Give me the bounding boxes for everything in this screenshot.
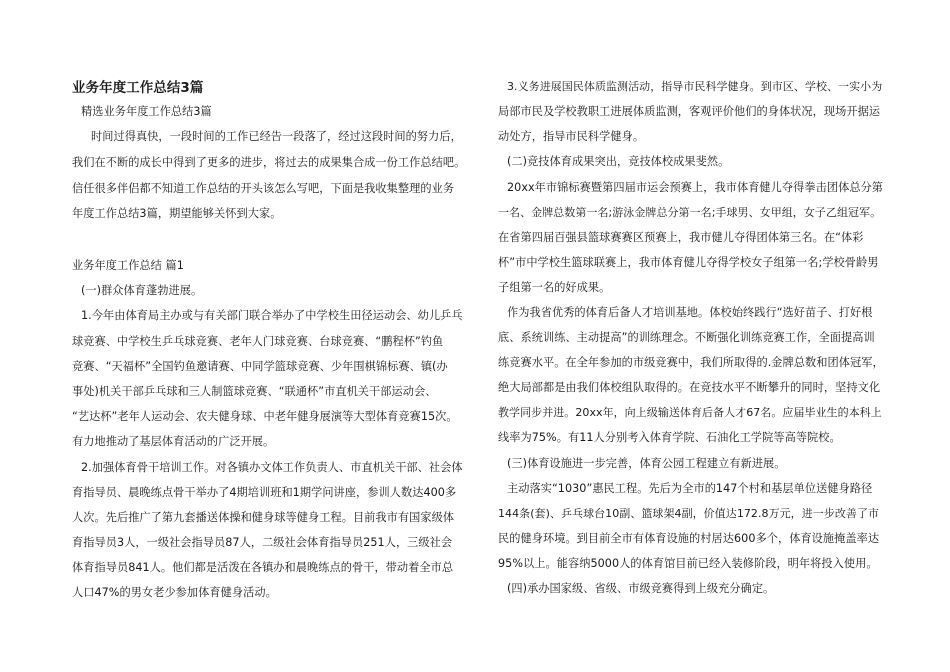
paragraph-line: 在省第四届百强县篮球赛赛区预赛上，我市健儿夺得团体第三名。在“体彩 [498, 231, 864, 244]
paragraph-line: 人口47%的男女老少参加体育健身活动。 [72, 586, 277, 599]
paragraph-line: 教学同步并进。20xx年，向上级输送体育后备人才67名。应届毕业生的本科上 [498, 406, 882, 419]
subtitle: 精选业务年度工作总结3篇 [81, 105, 212, 118]
paragraph-line: 一名、金牌总数第一名;游泳金牌总分第一名;手球男、女甲组，女子乙组冠军。 [498, 206, 882, 219]
paragraph-line: 子组第一名的好成果。 [498, 281, 611, 294]
paragraph-line: 1.今年由体育局主办或与有关部门联合举办了中学校生田径运动会、幼儿乒乓 [81, 309, 463, 322]
intro-line: 时间过得真快，一段时间的工作已经告一段落了，经过这段时间的努力后， [91, 130, 462, 143]
subsection-heading: (一)群众体育蓬勃进展。 [81, 284, 203, 297]
subsection-heading: (三)体育设施进一步完善，体育公园工程建立有新进展。 [507, 457, 786, 470]
paragraph-line: 2.加强体育骨干培训工作。对各镇办文体工作负责人、市直机关干部、社会体 [81, 461, 463, 474]
paragraph-line: 事处)机关干部乒乓球和三人制篮球竞赛、“联通杯”市直机关干部运动会、 [72, 385, 437, 398]
paragraph-line: 95%以上。能容纳5000人的体育馆目前已经入装修阶段，明年将投入使用。 [498, 557, 878, 570]
paragraph-line: 绝大局部都是由我们体校组队取得的。在竞技水平不断攀升的同时，坚持文化 [498, 381, 881, 394]
document-title: 业务年度工作总结3篇 [72, 80, 204, 96]
paragraph-line: 作为我省优秀的体育后备人才培训基地。体校始终践行“选好苗子、打好根 [507, 306, 873, 319]
intro-line: 我们在不断的成长中得到了更多的进步，将过去的成果集合成一份工作总结吧。 [72, 156, 466, 169]
paragraph-line: “艺达杯”老年人运动会、农夫健身球、中老年健身展演等大型体育竞赛15次。 [72, 410, 458, 423]
paragraph-line: 主动落实“1030”惠民工程。先后为全市的147个村和基层单位送健身路径 [507, 482, 873, 495]
paragraph-line: 144条(套)、乒乓球台10副、篮球架4副，价值达172.8万元，进一步改善了市 [498, 507, 880, 520]
paragraph-line: 练竞赛水平。在全年参加的市级竞赛中，我们所取得的.金牌总数和团体冠军， [498, 356, 884, 369]
paragraph-line: 有力地推动了基层体育活动的广泛开展。 [72, 435, 275, 448]
paragraph-line: 动处方，指导市民科学健身。 [498, 130, 645, 143]
intro-line: 年度工作总结3篇，期望能够关怀到大家。 [72, 207, 282, 220]
paragraph-line: 3.义务进展国民体质监测活动，指导市民科学健身。到市区、学校、一实小为 [507, 80, 883, 93]
paragraph-line: 民的健身环境。到目前全市有体育设施的村居达600多个，体育设施掩盖率达 [498, 532, 880, 545]
subsection-heading: (四)承办国家级、省级、市级竞赛得到上级充分确定。 [507, 582, 775, 595]
paragraph-line: 竞赛、“天福杯”全国钓鱼邀请赛、中同学篮球竞赛、少年围棋锦标赛、镇(办 [72, 360, 448, 373]
paragraph-line: 球竞赛、中学校生乒乓球竞赛、老年人门球竞赛、台球竞赛、“鹏程杯”钓鱼 [72, 335, 444, 348]
paragraph-line: 线率为75%。有11人分别考入体育学院、石油化工学院等高等院校。 [498, 431, 841, 444]
paragraph-line: 育指导员、晨晚练点骨干举办了4期培训班和1期学问讲座，参训人数达400多 [72, 486, 457, 499]
section-heading: 业务年度工作总结 篇1 [72, 259, 184, 272]
intro-line: 信任很多伴侣都不知道工作总结的开头该怎么写吧，下面是我收集整理的业务 [72, 182, 455, 195]
paragraph-line: 育指导员3人，一级社会指导员87人，二级社会体育指导员251人，三级社会 [72, 536, 453, 549]
paragraph-line: 人次。先后推广了第九套播送体操和健身球等健身工程。目前我市有国家级体 [72, 511, 455, 524]
paragraph-line: 20xx年市锦标赛暨第四届市运会预赛上，我市体育健儿夺得拳击团体总分第 [507, 181, 884, 194]
paragraph-line: 杯”市中学校生篮球联赛上，我市体育健儿夺得学校女子组第一名;学校骨龄男 [498, 256, 879, 269]
subsection-heading: (二)竞技体育成果突出，竞技体校成果斐然。 [507, 155, 730, 168]
paragraph-line: 底、系统训练、主动提高”的训练理念。不断强化训练竞赛工作，全面提高训 [498, 331, 875, 344]
paragraph-line: 体育指导员841人。他们都是活泼在各镇办和晨晚练点的骨干，带动着全市总 [72, 561, 454, 574]
paragraph-line: 局部市民及学校教职工进展体质监测，客观评价他们的身体状况，现场开据运 [498, 105, 881, 118]
